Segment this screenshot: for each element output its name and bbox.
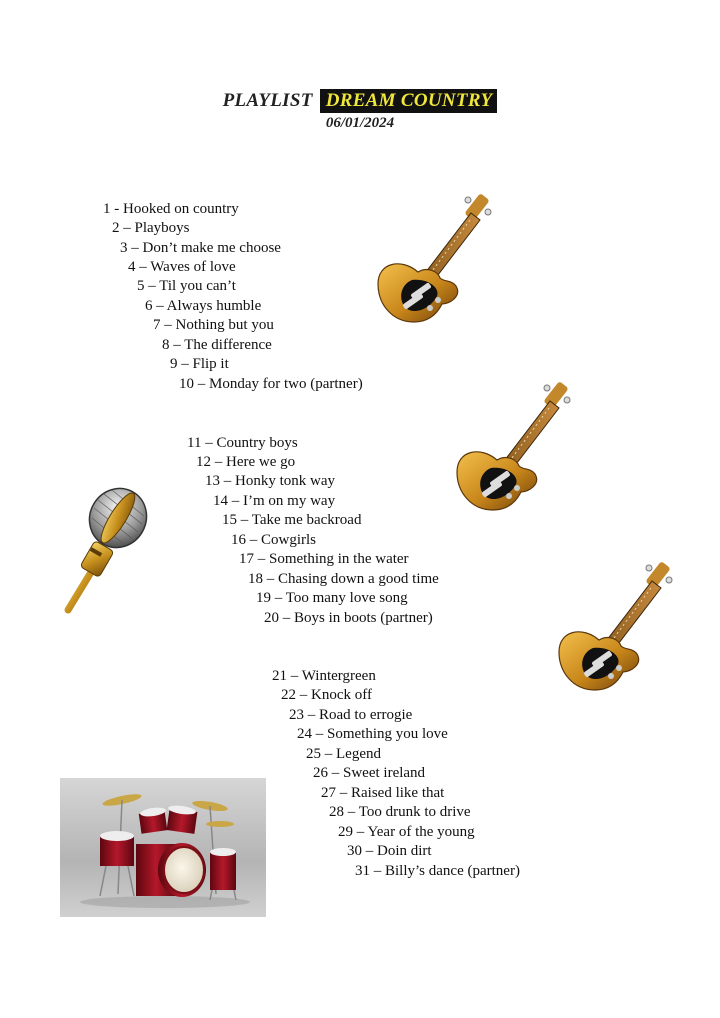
song-item: 25 – Legend <box>306 746 381 762</box>
electric-guitar-icon <box>372 192 512 332</box>
song-item: 19 – Too many love song <box>256 590 408 606</box>
song-item: 14 – I’m on my way <box>213 493 336 509</box>
song-item: 1 - Hooked on country <box>103 201 239 217</box>
song-item: 21 – Wintergreen <box>272 668 376 684</box>
song-item: 9 – Flip it <box>170 356 229 372</box>
title-line <box>0 90 720 112</box>
song-item: 30 – Doin dirt <box>347 843 432 859</box>
song-item: 4 – Waves of love <box>128 259 236 275</box>
song-item: 20 – Boys in boots (partner) <box>264 610 433 626</box>
song-item: 5 – Til you can’t <box>137 278 236 294</box>
playlist-date: 06/01/2024 <box>325 115 395 131</box>
electric-guitar-icon <box>451 380 591 520</box>
song-item: 6 – Always humble <box>145 298 262 314</box>
song-item: 29 – Year of the young <box>338 824 475 840</box>
song-item: 28 – Too drunk to drive <box>329 804 471 820</box>
song-item: 26 – Sweet ireland <box>313 765 426 781</box>
song-item: 7 – Nothing but you <box>153 317 274 333</box>
song-item: 31 – Billy’s dance (partner) <box>355 863 520 879</box>
playlist-name-badge: DREAM COUNTRY <box>320 89 498 113</box>
song-item: 24 – Something you love <box>297 726 448 742</box>
drum-kit-icon <box>60 778 266 917</box>
song-item: 3 – Don’t make me choose <box>120 240 281 256</box>
song-item: 18 – Chasing down a good time <box>248 571 439 587</box>
song-item: 16 – Cowgirls <box>231 532 317 548</box>
song-item: 2 – Playboys <box>112 220 190 236</box>
drum-kit-picture <box>60 778 266 917</box>
playlist-title: PLAYLIST <box>222 90 313 111</box>
playlist-header <box>0 90 720 132</box>
song-item: 22 – Knock off <box>281 687 372 703</box>
song-item: 8 – The difference <box>162 337 272 353</box>
song-item: 17 – Something in the water <box>239 551 409 567</box>
vintage-microphone-icon <box>60 486 156 616</box>
song-item: 10 – Monday for two (partner) <box>179 376 363 392</box>
song-item: 12 – Here we go <box>196 454 296 470</box>
song-item: 27 – Raised like that <box>321 785 445 801</box>
song-item: 13 – Honky tonk way <box>205 473 335 489</box>
song-item: 15 – Take me backroad <box>222 512 362 528</box>
electric-guitar-icon <box>553 560 693 700</box>
song-item: 11 – Country boys <box>187 435 298 451</box>
song-item: 23 – Road to errogie <box>289 707 413 723</box>
